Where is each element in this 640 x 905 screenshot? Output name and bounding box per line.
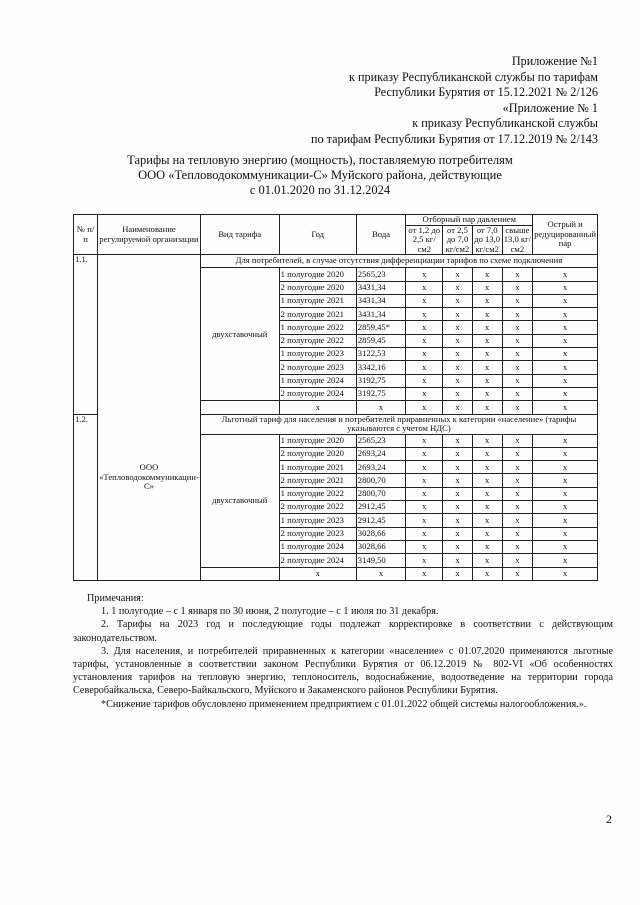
- na-cell: x: [406, 554, 443, 567]
- year-cell: x: [279, 401, 356, 414]
- year-cell: 2 полугодие 2023: [279, 527, 356, 540]
- header-line: по тарифам Республики Бурятия от 17.12.2019 № 2/143: [310, 131, 598, 146]
- na-cell: x: [406, 567, 443, 580]
- year-cell: 2 полугодие 2021: [279, 308, 356, 321]
- na-cell: x: [502, 514, 533, 527]
- na-cell: x: [502, 487, 533, 500]
- title-line: Тарифы на тепловую энергию (мощность), поставляемую потребителям: [127, 153, 513, 167]
- section-title: Льготный тариф для населения и потребителей приравненных к категории «население» (тарифы указываются с учетом НДС): [200, 414, 597, 434]
- na-cell: x: [502, 281, 533, 294]
- na-cell: x: [406, 487, 443, 500]
- year-cell: 2 полугодие 2023: [279, 361, 356, 374]
- year-cell: 1 полугодие 2020: [279, 434, 356, 447]
- organization-name: ООО «Тепловодокоммуникации-С»: [98, 255, 201, 581]
- year-cell: x: [279, 567, 356, 580]
- na-cell: x: [502, 374, 533, 387]
- na-cell: x: [406, 294, 443, 307]
- na-cell: x: [443, 387, 473, 400]
- year-cell: 2 полугодие 2022: [279, 334, 356, 347]
- year-cell: 2 полугодие 2024: [279, 554, 356, 567]
- na-cell: x: [406, 527, 443, 540]
- na-cell: x: [406, 501, 443, 514]
- year-cell: 2 полугодие 2020: [279, 447, 356, 460]
- section-title: Для потребителей, в случае отсутствия дифференциации тарифов по схеме подключения: [200, 255, 597, 268]
- water-cell: 2693,24: [356, 461, 406, 474]
- na-cell: x: [533, 294, 598, 307]
- water-cell: 2912,45: [356, 514, 406, 527]
- section-number: 1.1.: [74, 255, 98, 415]
- col-steam: Отборный пар давлением: [406, 215, 533, 226]
- title-line: с 01.01.2020 по 31.12.2024: [249, 183, 391, 197]
- col-p3: от 7,0 до 13,0 кг/см2: [474, 224, 501, 254]
- water-cell: 2859,45: [356, 334, 406, 347]
- na-cell: x: [443, 554, 473, 567]
- na-cell: x: [533, 540, 598, 553]
- na-cell: x: [472, 361, 502, 374]
- year-cell: 1 полугодие 2024: [279, 374, 356, 387]
- na-cell: x: [406, 361, 443, 374]
- na-cell: x: [533, 348, 598, 361]
- na-cell: x: [443, 308, 473, 321]
- na-cell: x: [443, 294, 473, 307]
- na-cell: x: [443, 461, 473, 474]
- title-line: ООО «Тепловодокоммуникации-С» Муйского района, действующие: [138, 168, 502, 182]
- na-cell: x: [406, 514, 443, 527]
- na-cell: x: [472, 461, 502, 474]
- header-line: Республики Бурятия от 15.12.2021 № 2/126: [374, 85, 598, 99]
- col-water: Вода: [356, 215, 406, 255]
- na-cell: x: [502, 527, 533, 540]
- na-cell: x: [533, 308, 598, 321]
- na-cell: x: [443, 447, 473, 460]
- notes-title: Примечания:: [87, 593, 144, 604]
- water-cell: 3149,50: [356, 554, 406, 567]
- col-num: № п/п: [74, 215, 98, 255]
- water-cell: 3028,66: [356, 540, 406, 553]
- na-cell: x: [472, 567, 502, 580]
- year-cell: 2 полугодие 2020: [279, 281, 356, 294]
- na-cell: x: [406, 447, 443, 460]
- water-cell: 3192,75: [356, 374, 406, 387]
- tariff-type: двухставочный: [200, 434, 279, 567]
- water-cell: x: [356, 567, 406, 580]
- na-cell: x: [533, 434, 598, 447]
- na-cell: x: [533, 527, 598, 540]
- na-cell: x: [472, 321, 502, 334]
- year-cell: 2 полугодие 2021: [279, 474, 356, 487]
- na-cell: x: [406, 387, 443, 400]
- section-number: 1.2.: [74, 414, 98, 580]
- na-cell: x: [443, 281, 473, 294]
- na-cell: x: [502, 434, 533, 447]
- year-cell: 1 полугодие 2023: [279, 514, 356, 527]
- na-cell: x: [443, 474, 473, 487]
- year-cell: 1 полугодие 2021: [279, 461, 356, 474]
- na-cell: x: [472, 474, 502, 487]
- na-cell: x: [406, 281, 443, 294]
- note-item: 2. Тарифы на 2023 год и последующие годы подлежат корректировке в соответствии с действующим законодательством.: [73, 619, 613, 644]
- na-cell: x: [502, 567, 533, 580]
- na-cell: x: [502, 268, 533, 281]
- na-cell: x: [443, 374, 473, 387]
- na-cell: x: [472, 387, 502, 400]
- na-cell: x: [406, 308, 443, 321]
- na-cell: x: [533, 268, 598, 281]
- na-cell: x: [502, 387, 533, 400]
- na-cell: x: [443, 348, 473, 361]
- year-cell: 1 полугодие 2022: [279, 487, 356, 500]
- year-cell: 1 полугодие 2020: [279, 268, 356, 281]
- water-cell: x: [356, 401, 406, 414]
- na-cell: x: [533, 361, 598, 374]
- na-cell: x: [502, 540, 533, 553]
- tariff-type: двухставочный: [200, 268, 279, 401]
- na-cell: x: [406, 461, 443, 474]
- na-cell: x: [533, 554, 598, 567]
- na-cell: x: [406, 348, 443, 361]
- tariff-table: [73, 214, 598, 581]
- na-cell: x: [472, 487, 502, 500]
- na-cell: x: [502, 461, 533, 474]
- page-number: 2: [606, 812, 612, 826]
- na-cell: x: [472, 434, 502, 447]
- col-p4: свыше 13,0 кг/см2: [503, 224, 532, 254]
- na-cell: x: [406, 434, 443, 447]
- note-item: 1. 1 полугодие – с 1 января по 30 июня, 2 полугодие – с 1 июля по 31 декабря.: [101, 606, 439, 618]
- na-cell: x: [533, 567, 598, 580]
- na-cell: x: [443, 540, 473, 553]
- na-cell: x: [502, 348, 533, 361]
- na-cell: x: [406, 540, 443, 553]
- na-cell: x: [472, 514, 502, 527]
- na-cell: x: [443, 401, 473, 414]
- na-cell: x: [472, 374, 502, 387]
- na-cell: x: [443, 514, 473, 527]
- na-cell: x: [472, 308, 502, 321]
- header-line: Приложение №1: [511, 54, 598, 68]
- water-cell: 2800,70: [356, 474, 406, 487]
- na-cell: x: [406, 334, 443, 347]
- year-cell: 1 полугодие 2023: [279, 348, 356, 361]
- na-cell: x: [502, 334, 533, 347]
- empty-cell: [200, 401, 279, 414]
- water-cell: 2565,23: [356, 434, 406, 447]
- na-cell: x: [502, 447, 533, 460]
- na-cell: x: [533, 487, 598, 500]
- na-cell: x: [533, 334, 598, 347]
- water-cell: 3431,34: [356, 281, 406, 294]
- na-cell: x: [443, 487, 473, 500]
- na-cell: x: [406, 374, 443, 387]
- water-cell: 2912,45: [356, 501, 406, 514]
- empty-cell: [200, 567, 279, 580]
- water-cell: 2800,70: [356, 487, 406, 500]
- na-cell: x: [533, 387, 598, 400]
- na-cell: x: [533, 514, 598, 527]
- na-cell: x: [472, 540, 502, 553]
- col-type: Вид тарифа: [200, 215, 279, 255]
- na-cell: x: [533, 461, 598, 474]
- na-cell: x: [502, 474, 533, 487]
- na-cell: x: [502, 361, 533, 374]
- na-cell: x: [406, 268, 443, 281]
- col-p1: от 1,2 до 2,5 кг/см2: [406, 225, 443, 255]
- water-cell: 3431,34: [356, 308, 406, 321]
- header-line: к приказу Республиканской службы: [412, 116, 598, 130]
- water-cell: 2693,24: [356, 447, 406, 460]
- header-line: к приказу Республиканской службы по тарифам: [349, 69, 598, 84]
- na-cell: x: [472, 447, 502, 460]
- year-cell: 2 полугодие 2024: [279, 387, 356, 400]
- na-cell: x: [472, 334, 502, 347]
- note-item: 3. Для населения, и потребителей приравненных к категории «население» с 01.07.2020 применяются льготные тарифы, установленные в соответствии законом Республики Бурятия от 06.12.2019 № 802-VI «Об особенностях установления тарифов на тепловую энергию, теплоноситель, водоснабжение, водоотведение на территории города Северобайкальска, Северо-Байкальского, Муйского и Закаменского районов Республики Бурятия.: [73, 645, 613, 697]
- na-cell: x: [443, 567, 473, 580]
- water-cell: 3192,75: [356, 387, 406, 400]
- na-cell: x: [472, 401, 502, 414]
- year-cell: 1 полугодие 2024: [279, 540, 356, 553]
- na-cell: x: [472, 527, 502, 540]
- year-cell: 1 полугодие 2022: [279, 321, 356, 334]
- na-cell: x: [472, 294, 502, 307]
- notes: [73, 592, 613, 711]
- na-cell: x: [533, 374, 598, 387]
- na-cell: x: [406, 474, 443, 487]
- col-p2: от 2,5 до 7,0 кг/см2: [443, 225, 473, 255]
- na-cell: x: [502, 321, 533, 334]
- na-cell: x: [502, 501, 533, 514]
- na-cell: x: [533, 447, 598, 460]
- na-cell: x: [443, 334, 473, 347]
- water-cell: 3342,16: [356, 361, 406, 374]
- water-cell: 3122,53: [356, 348, 406, 361]
- na-cell: x: [406, 401, 443, 414]
- header-line: «Приложение № 1: [502, 100, 598, 115]
- na-cell: x: [472, 268, 502, 281]
- water-cell: 3431,34: [356, 294, 406, 307]
- na-cell: x: [443, 501, 473, 514]
- appendix-header: [311, 54, 598, 147]
- section-row: [74, 255, 598, 268]
- na-cell: x: [502, 308, 533, 321]
- na-cell: x: [533, 474, 598, 487]
- col-sharp: Острый и редуцированный пар: [533, 215, 598, 255]
- na-cell: x: [533, 501, 598, 514]
- na-cell: x: [533, 321, 598, 334]
- na-cell: x: [472, 501, 502, 514]
- na-cell: x: [443, 321, 473, 334]
- na-cell: x: [502, 554, 533, 567]
- year-cell: 2 полугодие 2022: [279, 501, 356, 514]
- year-cell: 1 полугодие 2021: [279, 294, 356, 307]
- na-cell: x: [533, 401, 598, 414]
- col-org: Наименование регулируемой организации: [98, 215, 201, 255]
- na-cell: x: [502, 294, 533, 307]
- na-cell: x: [472, 281, 502, 294]
- na-cell: x: [533, 281, 598, 294]
- na-cell: x: [472, 554, 502, 567]
- na-cell: x: [472, 348, 502, 361]
- water-cell: 3028,66: [356, 527, 406, 540]
- col-year: Год: [279, 215, 356, 255]
- na-cell: x: [406, 321, 443, 334]
- water-cell: 2565,23: [356, 268, 406, 281]
- water-cell: 2859,45*: [356, 321, 406, 334]
- note-item: *Снижение тарифов обусловлено применением предприятием с 01.01.2022 общей системы налогообложения.».: [101, 698, 587, 710]
- na-cell: x: [502, 401, 533, 414]
- na-cell: x: [443, 268, 473, 281]
- na-cell: x: [443, 527, 473, 540]
- na-cell: x: [443, 434, 473, 447]
- na-cell: x: [443, 361, 473, 374]
- document-title: [0, 153, 640, 198]
